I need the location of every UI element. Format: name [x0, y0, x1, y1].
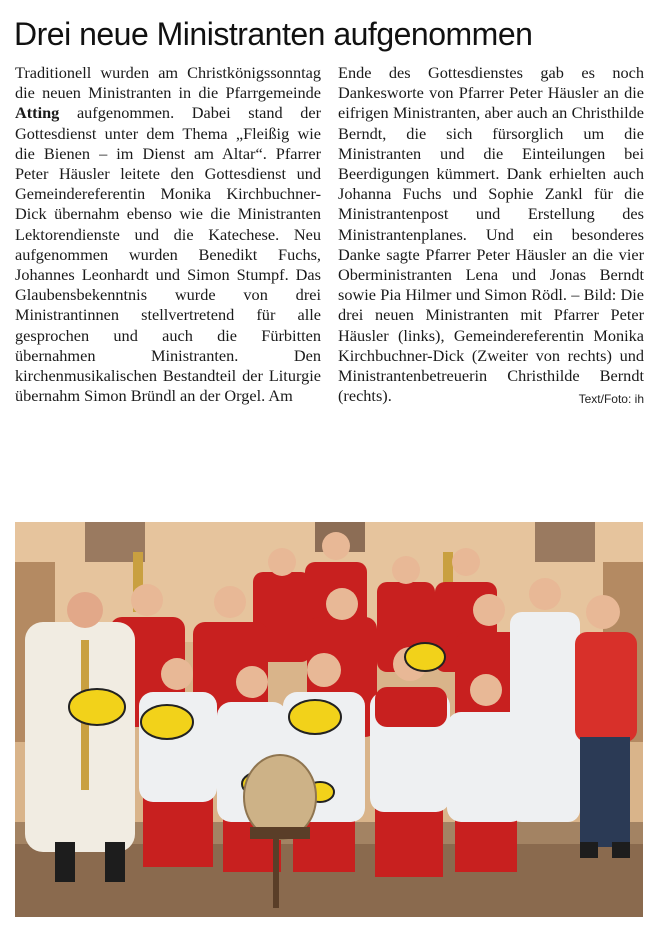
article-headline: Drei neue Ministranten aufgenommen: [14, 16, 533, 52]
priest: [25, 592, 135, 882]
group-photo: [15, 522, 643, 917]
group-photo-illustration: [15, 522, 643, 917]
window-right: [535, 522, 595, 562]
article-column-right: [338, 63, 644, 409]
ministrant-supervisor: [575, 595, 637, 858]
photo-credit: Text/Foto: ih: [578, 392, 644, 407]
article-text-lead: Traditionell wurden am Christkönigssonntag die neuen Ministranten in die Pfarrgemeinde: [15, 63, 321, 103]
article-text-body: aufgenommen. Dabei stand der Gottesdienst unter dem Thema „Fleißig wie die Bienen – im Dienst am Altar“. Pfarrer Peter Häusler leitete den Gottesdienst und Gemeindereferentin Monika Kirchbuchner-Dick übernahm ebenso wie die Ministranten Lektorendienste und die Katechese. Neu aufgenommen wurden Benedikt Fuchs, Johannes Leonhardt und Simon Stumpf. Das Glaubensbekenntnis wurde von drei Ministrantinnen stellvertretend für alle gesprochen und auch die Fürbitten übernahmen Ministranten. Den kirchenmusikalischen Bestandteil der Liturgie übernahm Simon Bründl an der Orgel. Am: [15, 103, 321, 406]
article-paragraph-left: [15, 63, 321, 406]
article-text-continued: Ende des Gottesdienstes gab es noch Dankesworte von Pfarrer Peter Häusler an die eifrigen Ministranten, aber auch an Christhilde Berndt, die sich fürsorglich um die Ministranten und die Einteilungen bei Beerdigungen kümmert. Dank erhielten auch Johanna Fuchs und Sophie Zankl für die Ministrantenpost und Erstellung des Ministrantenplanes. Und ein besonderes Danke sagte Pfarrer Peter Häusler an die vier Oberministranten Lena und Jonas Berndt sowie Pia Hilmer und Simon Rödl. – Bild: Die drei neuen Ministranten mit Pfarrer Peter Häusler (links), Gemeindereferentin Monika Kirchbuchner-Dick (Zweiter von rechts) und Ministrantenbetreuerin Christhilde Berndt (rechts).: [338, 63, 644, 406]
article-column-left: [15, 63, 321, 406]
article-paragraph-right: [338, 63, 644, 406]
place-name-atting: Atting: [15, 103, 60, 123]
